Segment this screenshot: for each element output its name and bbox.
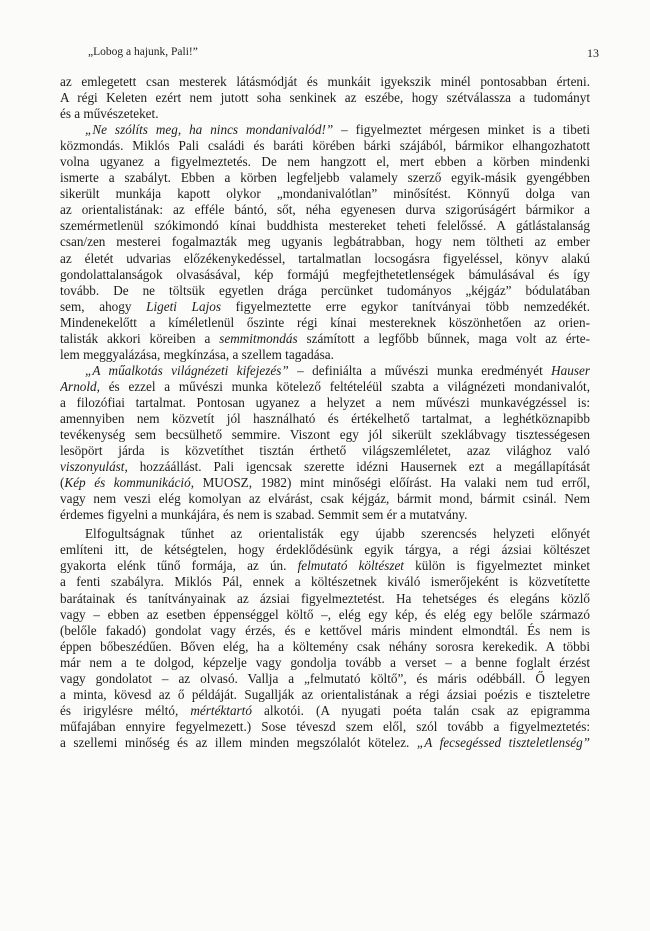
italic-text: Hauser [551,362,590,378]
text-line [60,459,590,475]
text-segment: figyelmeztette erre egykor tanítványai több nemzedékét. [220,298,590,314]
text-line [60,542,590,558]
text-line [60,719,590,735]
text-segment: már nem a te dolgod, képzelje vagy gondolja tovább a verset – a benne foglalt érzést [60,654,590,670]
text-line [60,671,590,687]
text-segment: sem, ahogy [60,298,147,314]
text-segment: a minta, kövesd az ő példáját. Sugallják az orientalistának a régi ázsiai poézis e tiszteletre [60,686,590,702]
text-segment: ismerte a szabályt. Ebben a körben legfeljebb valamely szerző egyik-másik gyengébben [60,170,590,186]
text-line [60,122,590,138]
text-segment: A régi Keleten ezért nem jutott soha senkinek az eszébe, hogy szétválassza a tudományt [60,90,590,106]
text-segment: barátainak és tanítványainak az ázsiai figyelmeztetést. Ha tehetséges és elegáns közlő [60,590,590,606]
page-number: 13 [587,46,599,60]
text-line [60,267,590,283]
text-line [60,90,590,106]
italic-text: „A műalkotás világnézeti kifejezés” [85,362,289,378]
text-segment: tevékenység sem becsülhető semmire. Viszont egy jól sikerült szeklábvagy tisztességesen [60,427,590,443]
running-head: „Lobog a hajunk, Pali!” [88,46,198,58]
text-segment: az életét udvarias előzékenykedéssel, tartalmatlan locsogásra figyeléssel, könyv alakú [60,250,590,266]
text-segment: gyakorta elénk tűnő formája, az ún. [60,558,298,574]
text-segment: – definiálta a művészi munka eredményét [288,362,552,378]
text-segment: sikerült munkája kapott olykor „mondanivalótlan” minősítést. Könnyű dolga van [60,186,590,202]
italic-text: Ligeti Lajos [146,298,221,314]
text-line [60,526,590,542]
text-line [60,735,590,751]
text-line [60,687,590,703]
italic-text: Kép és kommunikáció [64,475,191,491]
text-segment: tovább. De ne töltsük egyetlen drága percünket tudományos „kéjgáz” bódulatában [60,282,590,298]
text-line [60,283,590,299]
text-line [60,299,590,315]
italic-text: viszonyulást [60,459,125,475]
text-segment: közmondás. Miklós Pali családi és baráti körében bárki szájából, bármikor elhangozhatott [60,138,590,154]
text-segment: szemérmetlenül szókimondó kínai buddhista mestereket teheti felelőssé. A gátlástalanság [60,218,590,234]
text-segment: vagy gondolatot – az olvasó. Vallja a „felmutató költő”, és máris odébbáll. Ő legyen [60,670,590,686]
text-line [60,574,590,590]
italic-text: felmutató költészet [297,558,404,574]
text-line [60,507,590,523]
text-segment: számított a legfőbb bűnnek, maga volt az érte- [297,330,590,346]
text-line [60,591,590,607]
text-line [60,170,590,186]
text-line [60,315,590,331]
text-segment: Mindenekelőtt a kíméletlenül őszinte régi kínai mestereknek köszönhetően az orien- [60,314,590,330]
text-line [60,655,590,671]
italic-text: Arnold [60,378,97,394]
text-segment: az orientalistának: az efféle bántó, sőt, néha egyenesen durva szigorúságért bármikor a [60,202,590,218]
italic-text: „Ne szólíts meg, ha nincs mondanivalód!” [85,122,334,138]
text-line [60,475,590,491]
text-segment: gondolattalanságok olvasásával, kép formájú megfejthetetlenségek bámulásával és így [60,266,590,282]
text-line [60,607,590,623]
text-line [60,427,590,443]
text-segment: lem meggyalázása, megkínzása, a szellem tagadása. [60,346,334,362]
text-line [60,395,590,411]
text-line [60,218,590,234]
text-segment: , és ezzel a művészi munka kötelező feltételéül szabta a világnézeti mondanivalót, [96,378,590,394]
text-segment: érdemes figyelni a munkájára, és nem is szabad. Semmit sem ér a mutatvány. [60,507,468,523]
text-segment: az emlegetett csan mesterek látásmódját és munkáit igyekszik minél pontosabban érteni. [60,74,590,89]
body-text [60,74,590,751]
text-segment: volna ugyanez a figyelmeztetés. De nem hangzott el, mert ebben a körben mindenki [60,154,590,170]
text-line [60,363,590,379]
text-segment: – figyelmeztet mérgesen minket is a tibeti [333,122,590,138]
text-segment: a filozófiai tartalmat. Pontosan ugyanez a helyzet a nem művészi munkavégzéssel is: [60,394,590,410]
text-line [60,106,590,122]
italic-text: semmitmondás [219,330,298,346]
text-line [60,411,590,427]
text-line [60,154,590,170]
text-segment: amennyiben nem közvetít jól használható és értékelhető tartalmat, a leghétköznapibb [60,410,590,426]
text-segment: a fenti szabályra. Miklós Pál, ennek a költészetnek kiváló ismerőjeként is közvetítette [60,574,590,590]
text-segment: alkotói. (A nyugati poéta talán csak az epigramma [251,702,590,718]
text-segment: vagy nem veszi elég komolyan az elvárást, csak kéjgáz, bármit mond, bármit csinál. Nem [60,491,590,507]
text-line [60,703,590,719]
text-line [60,74,590,90]
text-line [60,558,590,574]
text-segment: Elfogultságnak tűnhet az orientalisták egy újabb szerencsés helyzeti előnyét [85,526,590,542]
text-segment: csan/zen mesterei fogalmazták meg ugyanis legbátrabban, hogy nem töltheti az ember [60,234,590,250]
text-line [60,251,590,267]
italic-text: „A fecsegéssed tiszteletlenség” [416,734,590,750]
text-segment: talisták akkori köreiben a [60,330,220,346]
text-segment: , hozzáállást. Pali igencsak szerette idézni Hausernek ezt a megállapítását [124,459,590,475]
text-line [60,138,590,154]
text-segment: lesöpört járda is közvetíthet tisztán érthető világszemléletet, azaz világhoz való [60,443,590,459]
text-line [60,379,590,395]
text-line [60,331,590,347]
text-segment: említeni itt, de kétségtelen, hogy érdeklődésünk egyik tárgya, a régi ázsiai költészet [60,542,590,558]
text-line [60,443,590,459]
text-segment: , MUOSZ, 1982) mint minőségi előírást. Ha valaki nem tud erről, [190,475,590,491]
text-segment: (belőle fakadó) gondolat vagy érzés, és e kettővel máris mindent elmondtál. És nem is [60,622,590,638]
text-line [60,347,590,363]
text-line [60,202,590,218]
text-segment: éppen bőbeszédűen. Bőven elég, ha a költemény csak néhány sorosra kerekedik. A többi [60,638,590,654]
text-segment: műfajában ennyire fegyelmezett.) Sose téveszd szem elől, szól tovább a figyelmeztetés: [60,718,590,734]
italic-text: mértéktartó [190,702,252,718]
text-line [60,234,590,250]
text-segment: a szellemi minőség és az illem minden megszólalót kötelez. [60,734,417,750]
text-segment: vagy – ebben az esetben éppenséggel költő –, elég egy kép, és elég egy belőle származó [60,606,590,622]
text-segment: és a művészeteket. [60,106,159,122]
text-segment: külön is figyelmeztet minket [403,558,590,574]
text-line [60,623,590,639]
text-segment: és irigylésre méltó, [60,702,191,718]
text-line [60,639,590,655]
text-segment: ( [60,475,65,491]
text-line [60,186,590,202]
text-line [60,491,590,507]
